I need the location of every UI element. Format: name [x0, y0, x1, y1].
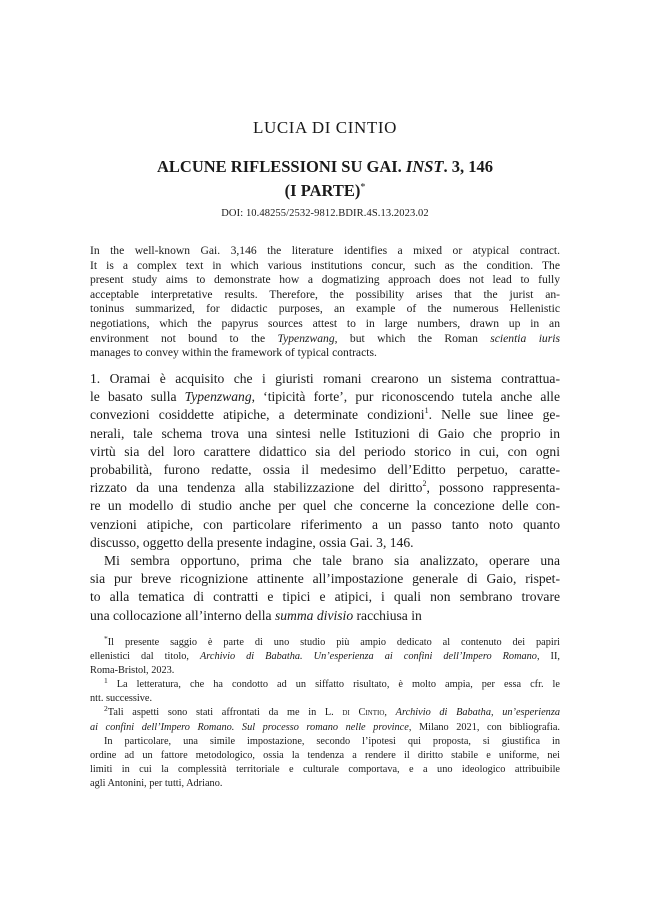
article-title	[0, 156, 650, 201]
abstract-line: negotiations, which the papyrus sources attest to in large numbers, drawn up in an	[90, 316, 560, 330]
abstract-line: present study aims to demonstrate how a dogmatizing approach does not lead to fully	[90, 273, 560, 287]
body-line: Mi sembra opportuno, prima che tale brano sia analizzato, operare una	[104, 553, 560, 569]
abstract	[90, 244, 560, 361]
body-line: 1. Oramai è acquisito che i giuristi romani crearono un sistema contrattua-	[90, 371, 560, 386]
abstract-line: toninus summarized, for didactic purposes, an example of the numerous Hellenistic	[90, 302, 560, 316]
abstract-line: It is a complex text in which various institutions concur, such as the condition. The	[90, 258, 560, 272]
body-line: una collocazione all’interno della summa divisio racchiusa in	[90, 607, 422, 623]
footnote-ref: 1	[424, 406, 429, 416]
abstract-line: environment not bound to the Typenzwang, but which the Roman scientia iuris	[90, 331, 560, 345]
footnote-line: ntt. successive.	[90, 693, 153, 705]
body-line: venzioni atipiche, con particolare riferimento a un passo tanto noto quanto	[90, 516, 560, 532]
title-part: (I PARTE)	[284, 181, 361, 200]
abstract-line: acceptable interpretative results. Therefore, the possibility arises that the jurist an-	[90, 287, 560, 301]
footnote-line: $^2$Tali aspetti sono stati affrontati da me in L. di Cintio, Archivio di Babatha, un’esperienza	[104, 704, 560, 719]
body-line: re un modello di studio anche per quel che concerne la concezione delle con-	[90, 498, 560, 514]
title-text: ALCUNE RIFLESSIONI SU GAI.	[156, 157, 406, 176]
body-line: probabilità, furono redatte, ossia il medesimo dell’Editto perpetuo, caratte-	[90, 462, 560, 478]
body-line: le basato sulla Typenzwang, ‘tipicità forte’, pur riconoscendo tutela anche alle	[90, 389, 560, 405]
footnote-line: In particolare, una simile impostazione, secondo l’ipotesi qui proposta, si giustifica in	[104, 735, 560, 747]
title-footnote-mark: *	[360, 182, 366, 193]
body-text	[90, 370, 560, 625]
abstract-line: manages to convey within the framework of typical contracts.	[90, 346, 377, 360]
title-ref: . 3, 146	[443, 157, 494, 176]
footnotes	[90, 636, 560, 791]
footnote-line: *Il presente saggio è parte di uno studio più ampio dedicato al contenuto dei papiri	[104, 634, 560, 648]
body-line: convezioni cosiddette atipiche, a determinate condizioni$^1$. Nelle sue linee ge-	[90, 406, 560, 423]
footnote-ref: 2	[422, 479, 427, 489]
footnote-line: $^1$ La letteratura, che ha condotto ad un siffatto risultato, è molto ampia, per essa cfr. le	[104, 676, 560, 691]
body-line: virtù sia del loro carattere didattico sia del periodo storico in cui, con ogni	[90, 443, 560, 459]
doi: DOI: 10.48255/2532-9812.BDIR.4S.13.2023.02	[221, 208, 429, 219]
footnote-line: Roma-Bristol, 2023.	[90, 665, 175, 677]
title-inst: INST	[405, 157, 444, 176]
body-line: rizzato da una tendenza alla stabilizzazione del diritto$^2$, possono rappresenta-	[90, 479, 560, 496]
author-name: LUCIA DI CINTIO	[252, 118, 398, 137]
footnote-line: ai confini dell’Impero Romano. Sul processo romano nelle province, Milano 2021, con bibliografia.	[90, 721, 560, 733]
abstract-line: In the well-known Gai. 3,146 the literature identifies a mixed or atypical contract.	[90, 244, 560, 257]
footnote-line: limiti in cui la complessità territoriale e culturale comportava, e a uno ideologico attribuibile	[90, 763, 560, 775]
body-line: discusso, oggetto della presente indagine, ossia Gai. 3, 146.	[90, 534, 414, 550]
body-line: to alla tematica di contratti e tipici e atipici, i quali non sembrano trovare	[90, 589, 560, 605]
body-line: nerali, tale schema trova una sintesi nelle Istituzioni di Gaio che proprio in	[90, 425, 560, 441]
body-line: sia pur breve ricognizione attinente all’impostazione generale di Gaio, rispet-	[90, 571, 560, 587]
footnote-line: agli Antonini, per tutti, Adriano.	[90, 777, 223, 789]
footnote-line: ordine ad un fattore metodologico, ossia la tendenza a rendere il diritto stabile e uniforme, nei	[90, 749, 560, 761]
footnote-line: ellenistici dal titolo, Archivio di Babatha. Un’esperienza ai confini dell’Impero Romano, II,	[90, 651, 560, 663]
